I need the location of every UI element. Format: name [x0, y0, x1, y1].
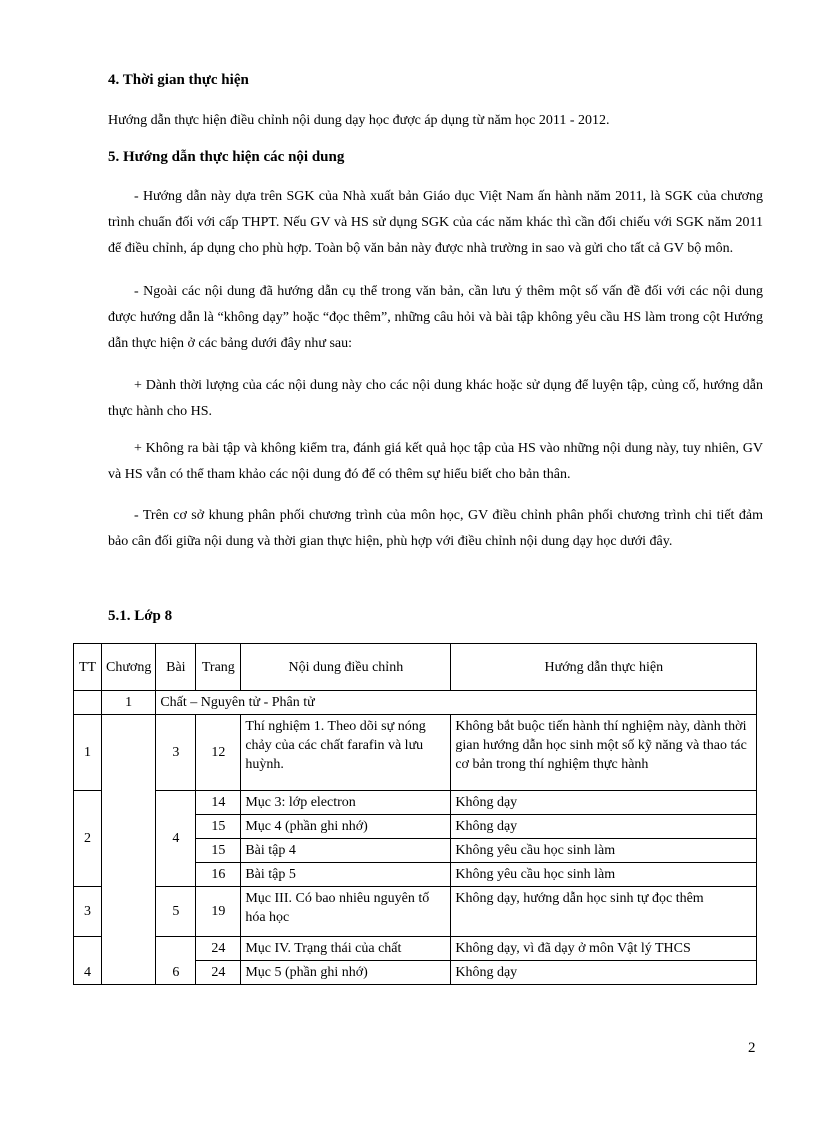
- cell-bai: 5: [156, 887, 196, 937]
- table-row: [74, 791, 757, 815]
- table-header-row: [74, 644, 757, 691]
- table-row: [74, 937, 757, 961]
- header-tt: TT: [74, 644, 102, 691]
- cell-huongdan: Không yêu cầu học sinh làm: [451, 839, 757, 863]
- table-row: [74, 887, 757, 937]
- paragraph-4: + Không ra bài tập và không kiểm tra, đánh giá kết quả học tập của HS vào những nội dung này, tuy nhiên, GV và HS vẫn có thể tham khảo các nội dung đó để có thêm sự hiểu biết cho bản thân.: [108, 441, 763, 482]
- cell-huongdan: Không dạy, hướng dẫn học sinh tự đọc thêm: [451, 887, 757, 937]
- paragraph-2: - Ngoài các nội dung đã hướng dẫn cụ thể trong văn bản, cần lưu ý thêm một số vấn đề đối với các nội dung được hướng dẫn là “không dạy” hoặc “đọc thêm”, những câu hỏi và bài tập không yêu cầu HS làm trong cột Hướng dẫn thực hiện ở các bảng dưới đây như sau:: [108, 284, 763, 351]
- table-row: [74, 715, 757, 791]
- page-number: 2: [748, 1040, 756, 1056]
- header-bai: Bài: [156, 644, 196, 691]
- header-huongdan: Hướng dẫn thực hiện: [451, 644, 757, 691]
- header-noidung: Nội dung điều chỉnh: [241, 644, 451, 691]
- cell-noidung: Mục IV. Trạng thái của chất: [241, 937, 451, 961]
- cell-trang: 14: [196, 791, 241, 815]
- cell-trang: 24: [196, 961, 241, 985]
- section-5-heading: 5. Hướng dẫn thực hiện các nội dung: [108, 149, 345, 165]
- cell-tt: 1: [74, 715, 102, 791]
- paragraph-5: - Trên cơ sở khung phân phối chương trình của môn học, GV điều chỉnh phân phối chương trình chi tiết đảm bảo cân đối giữa nội dung và thời gian thực hiện, phù hợp với điều chỉnh nội dung dạy học dưới đây.: [108, 508, 763, 549]
- cell-noidung: Mục III. Có bao nhiêu nguyên tố hóa học: [241, 887, 451, 937]
- cell-trang: 19: [196, 887, 241, 937]
- cell-noidung: Mục 4 (phần ghi nhớ): [241, 815, 451, 839]
- cell-huongdan: Không dạy: [451, 791, 757, 815]
- cell-tt: 2: [74, 791, 102, 887]
- chapter-title: Chất – Nguyên tử - Phân tử: [156, 691, 757, 715]
- cell-bai: 4: [156, 791, 196, 887]
- paragraph-1: - Hướng dẫn này dựa trên SGK của Nhà xuất bản Giáo dục Việt Nam ấn hành năm 2011, là SGK của chương trình chuẩn đối với cấp THPT. Nếu GV và HS sử dụng SGK của các năm khác thì cần đối chiếu với SGK năm 2011 để điều chỉnh, áp dụng cho phù hợp. Toàn bộ văn bản này được nhà trường in sao và gửi cho tất cả GV bộ môn.: [108, 189, 763, 256]
- header-chuong: Chương: [102, 644, 156, 691]
- empty-cell: [74, 691, 102, 715]
- cell-huongdan: Không bắt buộc tiến hành thí nghiệm này, dành thời gian hướng dẫn học sinh một số kỹ năng và thao tác cơ bản trong thí nghiệm thực hành: [451, 715, 757, 791]
- cell-huongdan: Không yêu cầu học sinh làm: [451, 863, 757, 887]
- cell-huongdan: Không dạy: [451, 815, 757, 839]
- paragraph-3: + Dành thời lượng của các nội dung này cho các nội dung khác hoặc sử dụng để luyện tập, củng cố, hướng dẫn thực hành cho HS.: [108, 378, 763, 419]
- cell-huongdan: Không dạy, vì đã dạy ở môn Vật lý THCS: [451, 937, 757, 961]
- cell-trang: 16: [196, 863, 241, 887]
- cell-trang: 15: [196, 815, 241, 839]
- section-4-heading: 4. Thời gian thực hiện: [108, 72, 249, 88]
- cell-tt: 3: [74, 887, 102, 937]
- chapter-number: 1: [102, 691, 156, 715]
- adjustment-table: [73, 643, 757, 985]
- chapter-row: [74, 691, 757, 715]
- header-trang: Trang: [196, 644, 241, 691]
- cell-trang: 12: [196, 715, 241, 791]
- cell-trang: 24: [196, 937, 241, 961]
- cell-bai: 3: [156, 715, 196, 791]
- chapter-merged-cell: [102, 715, 156, 985]
- cell-bai: 6: [156, 937, 196, 985]
- cell-noidung: Bài tập 5: [241, 863, 451, 887]
- cell-noidung: Mục 5 (phần ghi nhớ): [241, 961, 451, 985]
- section-4-text: Hướng dẫn thực hiện điều chỉnh nội dung dạy học được áp dụng từ năm học 2011 - 2012.: [108, 113, 610, 128]
- cell-noidung: Mục 3: lớp electron: [241, 791, 451, 815]
- cell-noidung: Thí nghiệm 1. Theo dõi sự nóng chảy của các chất farafin và lưu huỳnh.: [241, 715, 451, 791]
- cell-noidung: Bài tập 4: [241, 839, 451, 863]
- cell-trang: 15: [196, 839, 241, 863]
- cell-huongdan: Không dạy: [451, 961, 757, 985]
- cell-tt: 4: [74, 937, 102, 985]
- section-5-1-heading: 5.1. Lớp 8: [108, 608, 173, 624]
